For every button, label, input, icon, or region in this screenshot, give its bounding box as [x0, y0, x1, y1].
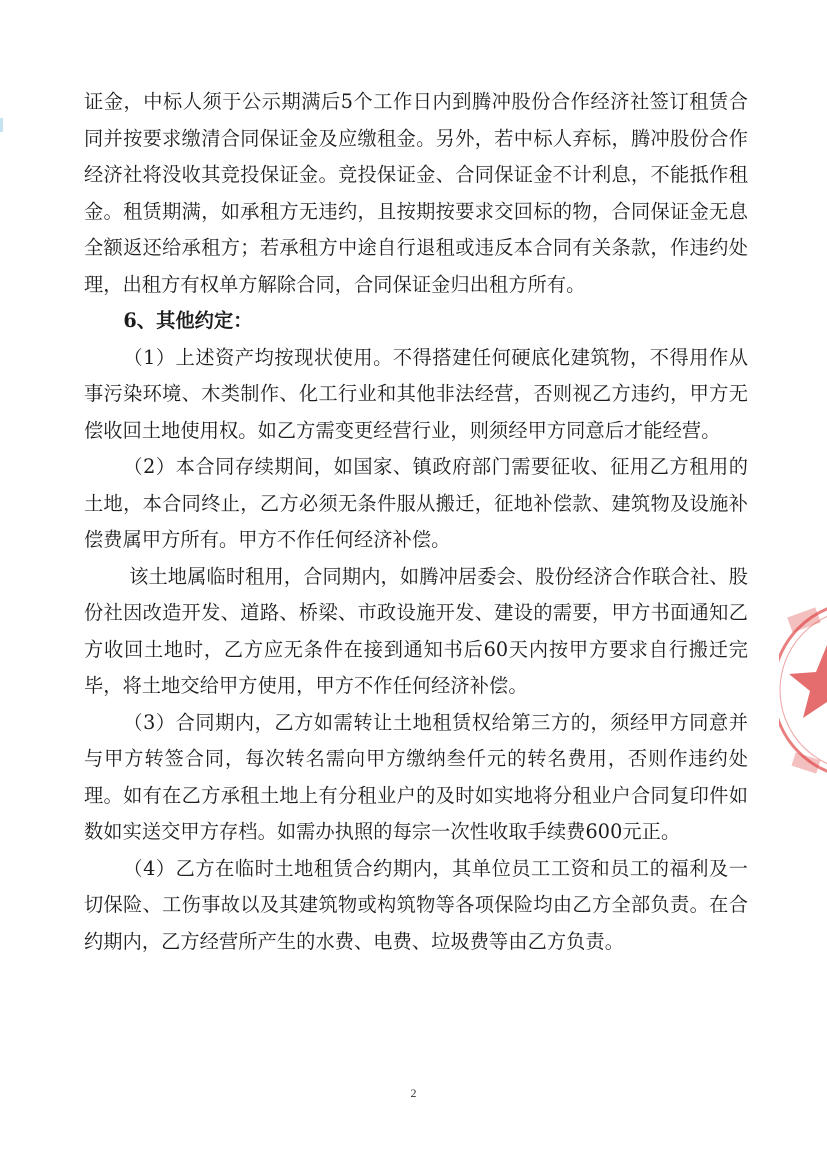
- clause-4: （4）乙方在临时土地租赁合约期内，其单位员工工资和员工的福利及一切保险、工伤事故以及其建筑物或构筑物等各项保险均由乙方全部负责。在合约期内，乙方经营所产生的水费、电费、垃圾费等由乙方负责。: [84, 856, 748, 953]
- document-body: [84, 84, 748, 960]
- section-heading-other-terms: 6、其他约定：: [123, 309, 253, 332]
- clause-3: （3）合同期内，乙方如需转让土地租赁权给第三方的，须经甲方同意并与甲方转签合同，每次转名需向甲方缴纳叁仟元的转名费用，否则作违约处理。如有在乙方承租土地上有分租业户的及时如实地将分租业户合同复印件如数如实送交甲方存档。如需办执照的每宗一次性收取手续费600元正。: [84, 710, 748, 843]
- page-number: 2: [410, 1086, 417, 1100]
- clause-2: （2）本合同存续期间，如国家、镇政府部门需要征收、征用乙方租用的土地，本合同终止，乙方必须无条件服从搬迁，征地补偿款、建筑物及设施补偿费属甲方所有。甲方不作任何经济补偿。: [84, 455, 748, 551]
- paragraph-deposit-terms: 证金，中标人须于公示期满后5个工作日内到腾冲股份合作经济社签订租赁合同并按要求缴清合同保证金及应缴租金。另外，若中标人弃标，腾冲股份合作经济社将没收其竞投保证金。竞投保证金、合同保证金不计利息，不能抵作租金。租赁期满，如承租方无违约，且按期按要求交回标的物，合同保证金无息全额返还给承租方；若承租方中途自行退租或违反本合同有关条款，作违约处理，出租方有权单方解除合同，合同保证金归出租方所有。: [84, 90, 748, 296]
- scan-edge-mark: [0, 118, 3, 132]
- clause-1: （1）上述资产均按现状使用。不得搭建任何硬底化建筑物，不得用作从事污染环境、木类制作、化工行业和其他非法经营，否则视乙方违约，甲方无偿收回土地使用权。如乙方需变更经营行业，则须经甲方同意后才能经营。: [84, 345, 748, 442]
- official-seal-stamp: [779, 590, 827, 800]
- clause-2-supplement: 该土地属临时租用，合同期内，如腾冲居委会、股份经济合作联合社、股份社因改造开发、道路、桥梁、市政设施开发、建设的需要，甲方书面通知乙方收回土地时，乙方应无条件在接到通知书后60天内按甲方要求自行搬迁完毕，将土地交给甲方使用，甲方不作任何经济补偿。: [84, 564, 748, 697]
